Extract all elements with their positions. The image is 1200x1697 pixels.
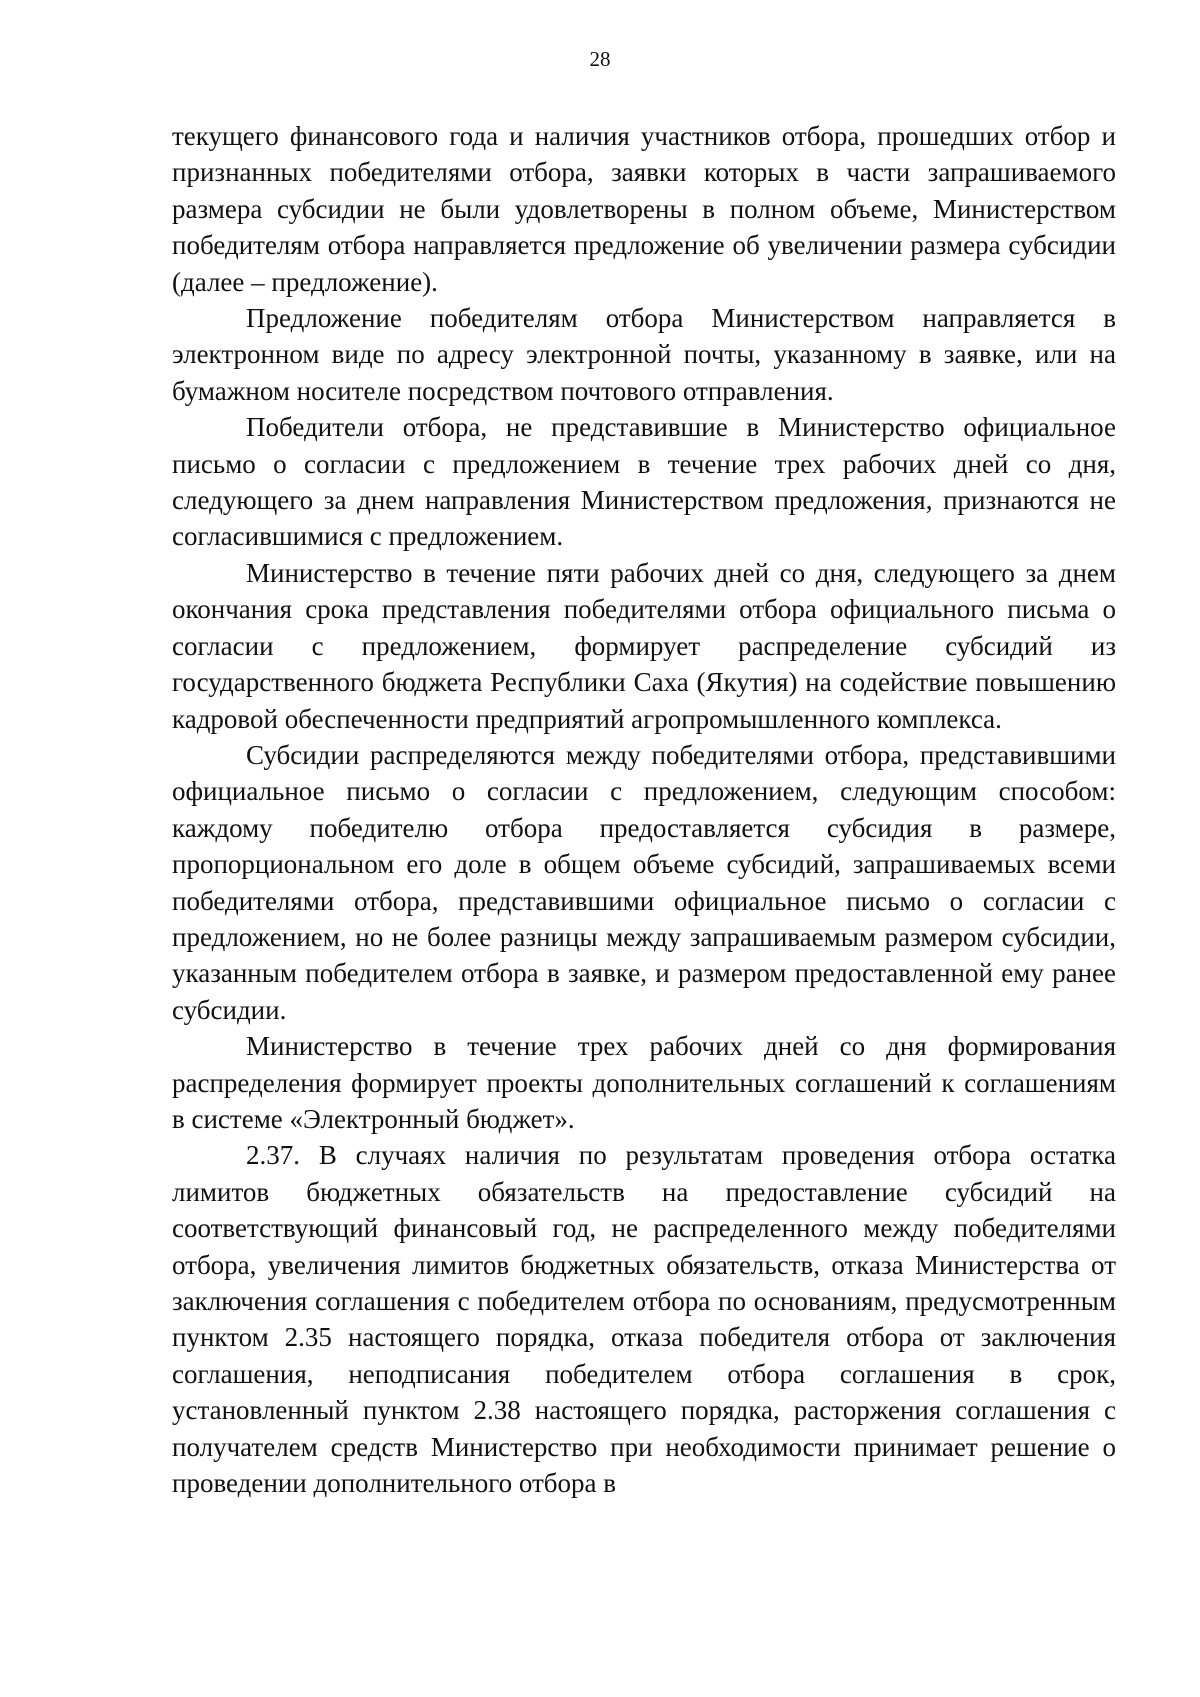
paragraph-distribution-formation: Министерство в течение пяти рабочих дней со дня, следующего за днем окончания срока представления победителями отбора официального письма о согласии с предложением, формирует распределение субсидий из государственного бюджета Республики Саха (Якутия) на содействие повышению кадровой обеспеченности предприятий агропромышленного комплекса. (172, 557, 1116, 734)
page-number: 28 (589, 47, 611, 71)
document-body (172, 118, 1116, 1501)
paragraph-distribution-method: Субсидии распределяются между победителями отбора, представившими официальное письмо о согласии с предложением, следующим способом: каждому победителю отбора предоставляется субсидия в размере, пропорциональном его доле в общем объеме субсидий, запрашиваемых всеми победителями отбора, представившими официальное письмо о согласии с предложением, но не более разницы между запрашиваемым размером субсидии, указанным победителем отбора в заявке, и размером предоставленной ему ранее субсидии. (172, 739, 1116, 1025)
paragraph-additional-agreements: Министерство в течение трех рабочих дней со дня формирования распределения формирует проекты дополнительных соглашений к соглашениям в системе «Электронный бюджет». (172, 1031, 1116, 1134)
paragraph-continuation: текущего финансового года и наличия участников отбора, прошедших отбор и признанных победителями отбора, заявки которых в части запрашиваемого размера субсидии не были удовлетворены в полном объеме, Министерством победителям отбора направляется предложение об увеличении размера субсидии (далее – предложение). (172, 121, 1116, 297)
paragraph-offer-delivery: Предложение победителям отбора Министерством направляется в электронном виде по адресу электронной почты, указанному в заявке, или на бумажном носителе посредством почтового отправления. (172, 303, 1116, 406)
paragraph-non-consent: Победители отбора, не представившие в Министерство официальное письмо о согласии с предложением в течение трех рабочих дней со дня, следующего за днем направления Министерством предложения, признаются не согласившимися с предложением. (172, 412, 1116, 552)
paragraph-clause-2-37: 2.37. В случаях наличия по результатам проведения отбора остатка лимитов бюджетных обязательств на предоставление субсидий на соответствующий финансовый год, не распределенного между победителями отбора, увеличения лимитов бюджетных обязательств, отказа Министерства от заключения соглашения с победителем отбора по основаниям, предусмотренным пунктом 2.35 настоящего порядка, отказа победителя отбора от заключения соглашения, неподписания победителем отбора соглашения в срок, установленный пунктом 2.38 настоящего порядка, расторжения соглашения с получателем средств Министерство при необходимости принимает решение о проведении дополнительного отбора в (172, 1140, 1116, 1499)
